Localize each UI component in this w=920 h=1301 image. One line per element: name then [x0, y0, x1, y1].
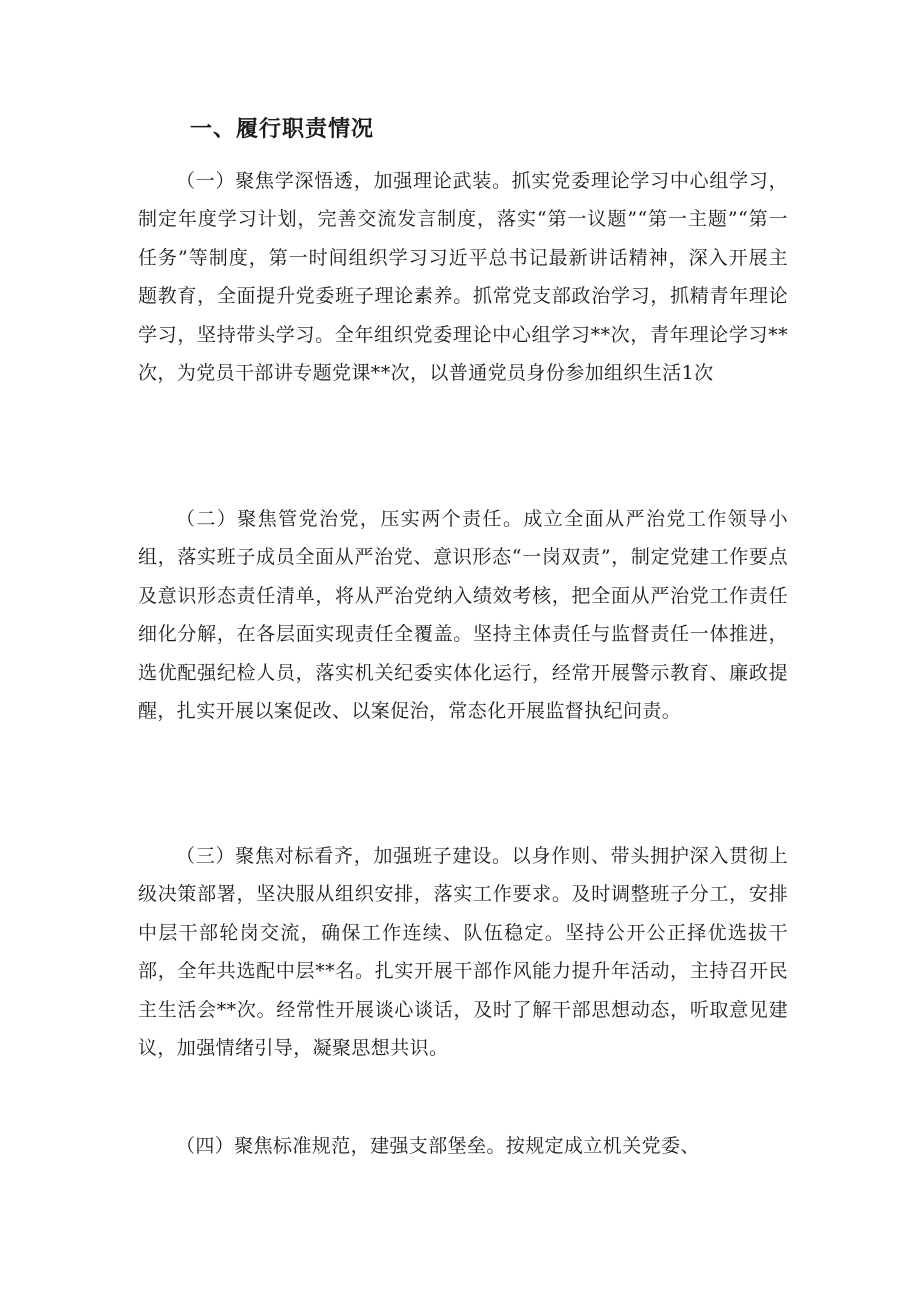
paragraph-theory-study: （一）聚焦学深悟透，加强理论武装。抓实党委理论学习中心组学习，制定年度学习计划，完善交流发言制度，落实“第一议题”“第一主题”“第一任务”等制度，第一时间组织学习习近平总书记最新讲话精神，深入开展主题教育，全面提升党委班子理论素养。抓常党支部政治学习，抓精青年理论学习，坚持带头学习。全年组织党委理论中心组学习**次，青年理论学习**次，为党员干部讲专题党课**次，以普通党员身份参加组织生活1次: [138, 170, 788, 385]
section-heading: 一、履行职责情况: [190, 117, 375, 142]
paragraph-party-governance: （二）聚焦管党治党，压实两个责任。成立全面从严治党工作领导小组，落实班子成员全面从严治党、意识形态“一岗双责”，制定党建工作要点及意识形态责任清单，将从严治党纳入绩效考核，把全面从严治党工作责任细化分解，在各层面实现责任全覆盖。坚持主体责任与监督责任一体推进，选优配强纪检人员，落实机关纪委实体化运行，经常开展警示教育、廉政提醒，扎实开展以案促改、以案促治，常态化开展监督执纪问责。: [138, 508, 788, 723]
paragraph-branch-standards: （四）聚焦标准规范，建强支部堡垒。按规定成立机关党委、: [176, 1135, 700, 1157]
paragraph-team-building: （三）聚焦对标看齐，加强班子建设。以身作则、带头拥护深入贯彻上级决策部署，坚决服从组织安排，落实工作要求。及时调整班子分工，安排中层干部轮岗交流，确保工作连续、队伍稳定。坚持公开公正择优选拔干部，全年共选配中层**名。扎实开展干部作风能力提升年活动，主持召开民主生活会**次。经常性开展谈心谈话，及时了解干部思想动态，听取意见建议，加强情绪引导，凝聚思想共识。: [138, 845, 788, 1060]
